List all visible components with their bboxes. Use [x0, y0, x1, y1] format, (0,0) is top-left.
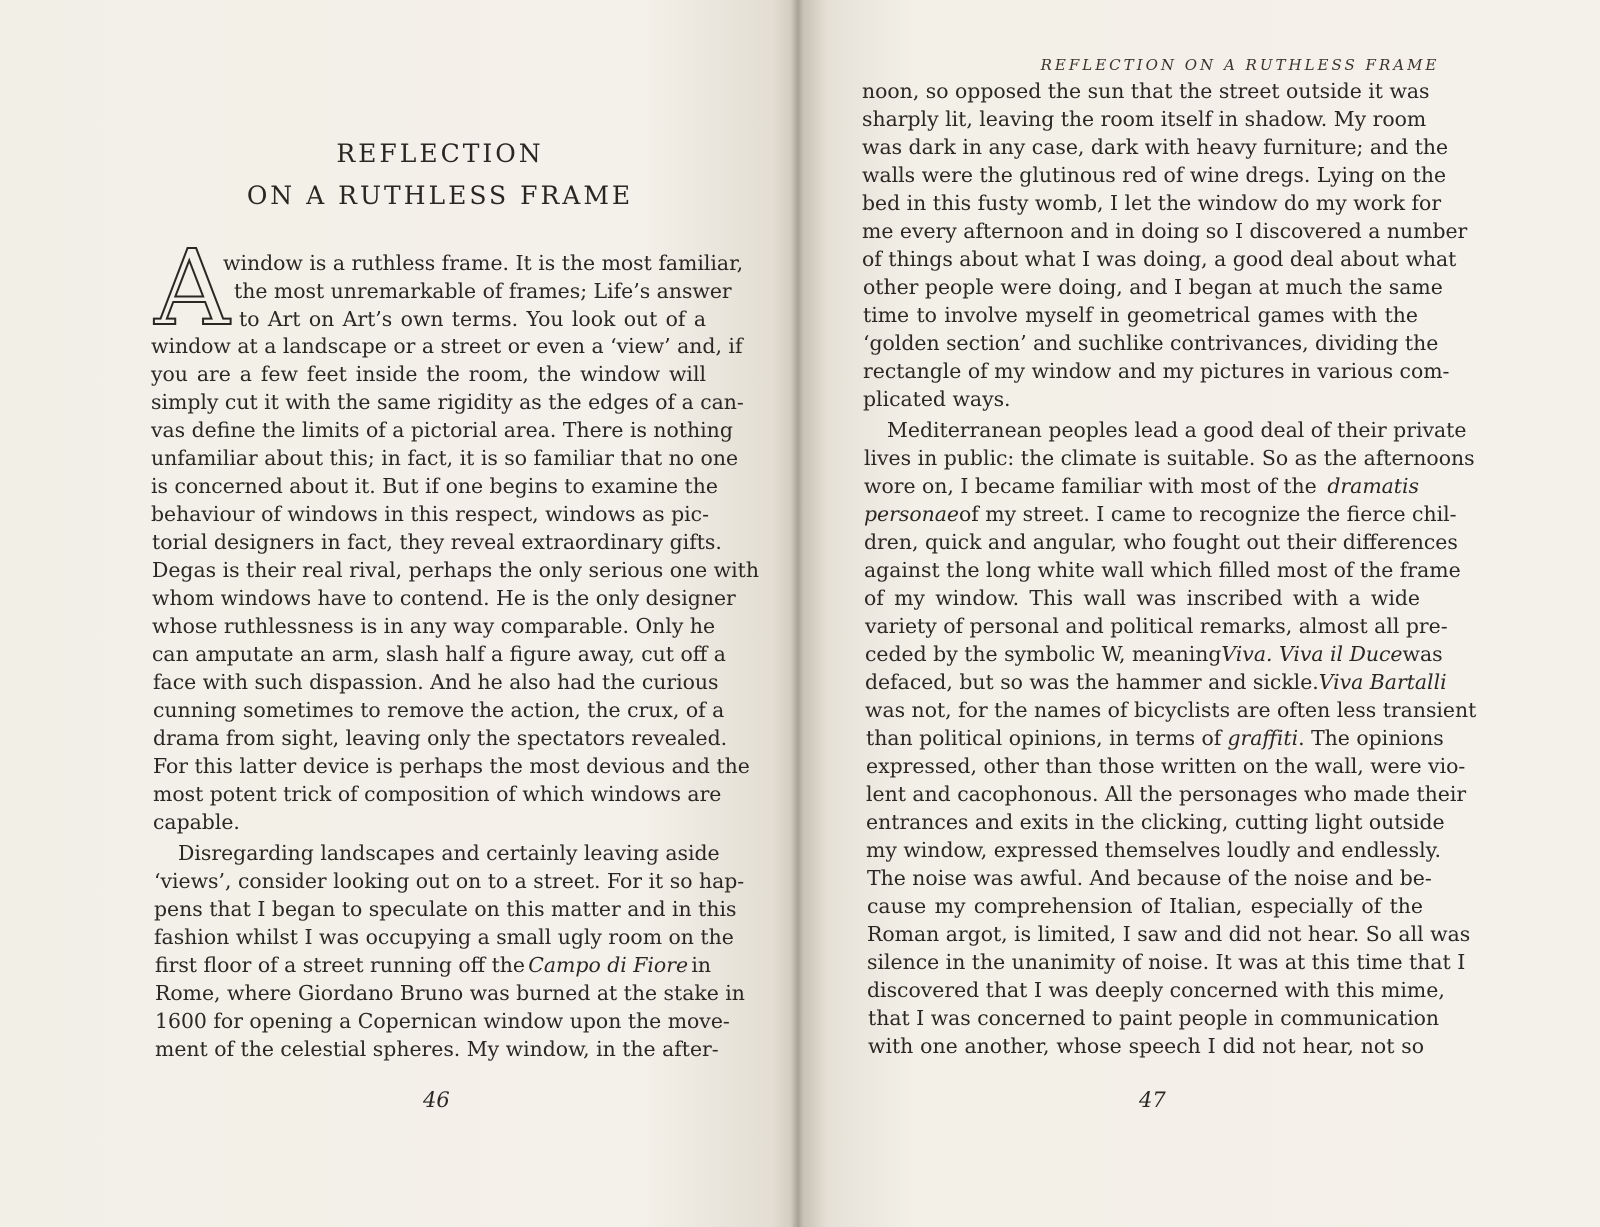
- text-line: discovered that I was deeply concerned with this mime,: [867, 978, 1445, 1002]
- text-line: lives in public: the climate is suitable. So as the afternoons: [864, 446, 1475, 470]
- text-line: [865, 670, 1447, 694]
- text-line: is concerned about it. But if one begins to examine the: [151, 474, 718, 498]
- italic-text: Campo di Fiore: [528, 953, 689, 977]
- text-segment: defaced, but so was the hammer and sickle.: [865, 670, 1319, 694]
- page-number: 47: [1139, 1088, 1166, 1112]
- text-line: was dark in any case, dark with heavy furniture; and the: [862, 135, 1449, 159]
- text-line: entrances and exits in the clicking, cutting light outside: [866, 810, 1445, 834]
- drop-cap-letter: [151, 244, 233, 328]
- text-segment: in: [691, 953, 711, 977]
- text-line: plicated ways.: [863, 387, 1011, 411]
- text-line: pens that I began to speculate on this matter and in this: [154, 897, 737, 921]
- text-line: ‘views’, consider looking out on to a street. For it so hap-: [154, 869, 745, 893]
- italic-text: Viva Bartalli: [1318, 670, 1447, 694]
- text-line: Rome, where Giordano Bruno was burned at the stake in: [155, 981, 745, 1005]
- text-line: time to involve myself in geometrical games with the: [863, 303, 1418, 327]
- text-segment: than political opinions, in terms of: [866, 726, 1222, 750]
- text-line: with one another, whose speech I did not hear, not so: [868, 1034, 1424, 1058]
- text-line: face with such dispassion. And he also had the curious: [153, 670, 719, 694]
- text-line: [864, 502, 1457, 526]
- text-line: variety of personal and political remarks, almost all pre-: [865, 614, 1448, 638]
- text-line: For this latter device is perhaps the most devious and the: [153, 754, 750, 778]
- page-number: 46: [423, 1088, 450, 1112]
- italic-text: dramatis: [1327, 474, 1419, 498]
- text-line: ment of the celestial spheres. My window, in the after-: [155, 1037, 719, 1061]
- text-line: dren, quick and angular, who fought out their differences: [864, 530, 1458, 554]
- text-segment: was: [1402, 642, 1443, 666]
- text-line: can amputate an arm, slash half a figure away, cut off a: [152, 642, 726, 666]
- text-line: you are a few feet inside the room, the window will: [151, 362, 706, 386]
- text-line: vas define the limits of a pictorial area. There is nothing: [151, 418, 733, 442]
- text-segment: first floor of a street running off the: [155, 953, 525, 977]
- text-line: of my window. This wall was inscribed with a wide: [864, 586, 1420, 610]
- text-segment: wore on, I became familiar with most of the: [864, 474, 1317, 498]
- text-segment: . The opinions: [1298, 726, 1444, 750]
- text-line: other people were doing, and I began at much the same: [863, 275, 1443, 299]
- chapter-title-line-2: ON A RUTHLESS FRAME: [246, 181, 634, 210]
- text-line: noon, so opposed the sun that the street outside it was: [862, 79, 1430, 103]
- text-line: sharply lit, leaving the room itself in shadow. My room: [862, 107, 1427, 131]
- text-line: The noise was awful. And because of the noise and be-: [867, 866, 1432, 890]
- text-line: unfamiliar about this; in fact, it is so familiar that no one: [151, 446, 739, 470]
- text-line: drama from sight, leaving only the spectators revealed.: [153, 726, 728, 750]
- text-line: 1600 for opening a Copernican window upon the move-: [155, 1009, 730, 1033]
- text-line: window at a landscape or a street or even a ‘view’ and, if: [151, 334, 743, 358]
- text-line: expressed, other than those written on the wall, were vio-: [866, 754, 1466, 778]
- text-line: [864, 476, 1419, 496]
- text-line: walls were the glutinous red of wine dregs. Lying on the: [862, 163, 1447, 187]
- text-line: [865, 642, 1443, 666]
- right-page: [804, 0, 1600, 1227]
- text-line: whom windows have to contend. He is the only designer: [152, 586, 736, 610]
- text-line: [155, 955, 711, 975]
- left-page: [0, 0, 796, 1227]
- text-line: capable.: [153, 810, 240, 834]
- text-segment: of my street. I came to recognize the fierce chil-: [958, 502, 1457, 526]
- text-line: whose ruthlessness is in any way comparable. Only he: [152, 614, 716, 638]
- italic-text: graffiti: [1227, 726, 1299, 750]
- text-line: to Art on Art’s own terms. You look out of a: [239, 307, 706, 331]
- text-line: Degas is their real rival, perhaps the only serious one with: [152, 558, 759, 582]
- text-line: [866, 726, 1444, 750]
- text-line: the most unremarkable of frames; Life’s answer: [234, 279, 732, 303]
- text-line: rectangle of my window and my pictures in various com-: [863, 359, 1450, 383]
- text-line: Mediterranean peoples lead a good deal of their private: [887, 418, 1467, 442]
- text-line: ‘golden section’ and suchlike contrivances, dividing the: [863, 331, 1439, 355]
- text-line: behaviour of windows in this respect, windows as pic-: [151, 502, 709, 526]
- text-line: fashion whilst I was occupying a small ugly room on the: [154, 925, 734, 949]
- running-head: REFLECTION ON A RUTHLESS FRAME: [1040, 56, 1440, 74]
- text-line: cunning sometimes to remove the action, the crux, of a: [153, 698, 725, 722]
- italic-text: personae: [864, 502, 959, 526]
- text-segment: ceded by the symbolic W, meaning: [865, 642, 1222, 666]
- text-line: simply cut it with the same rigidity as the edges of a can-: [151, 390, 744, 414]
- text-line: bed in this fusty womb, I let the window do my work for: [862, 191, 1442, 215]
- text-line: cause my comprehension of Italian, especially of the: [867, 894, 1423, 918]
- text-line: torial designers in fact, they reveal extraordinary gifts.: [152, 530, 722, 554]
- text-line: silence in the unanimity of noise. It was at this time that I: [867, 950, 1466, 974]
- text-line: me every afternoon and in doing so I discovered a number: [862, 219, 1468, 243]
- text-line: lent and cacophonous. All the personages who made their: [866, 782, 1467, 806]
- text-line: Disregarding landscapes and certainly leaving aside: [178, 841, 720, 865]
- text-line: most potent trick of composition of which windows are: [153, 782, 722, 806]
- text-line: against the long white wall which filled most of the frame: [864, 558, 1461, 582]
- drop-cap-glyph: A: [154, 244, 230, 328]
- text-line: Roman argot, is limited, I saw and did not hear. So all was: [867, 922, 1471, 946]
- text-line: of things about what I was doing, a good deal about what: [862, 247, 1457, 271]
- text-line: my window, expressed themselves loudly and endlessly.: [866, 838, 1441, 862]
- italic-text: Viva. Viva il Duce: [1221, 642, 1403, 666]
- text-line: that I was concerned to paint people in communication: [868, 1006, 1440, 1030]
- chapter-title-line-1: REFLECTION: [336, 139, 544, 168]
- text-line: window is a ruthless frame. It is the most familiar,: [223, 251, 744, 275]
- text-line: was not, for the names of bicyclists are often less transient: [865, 698, 1477, 722]
